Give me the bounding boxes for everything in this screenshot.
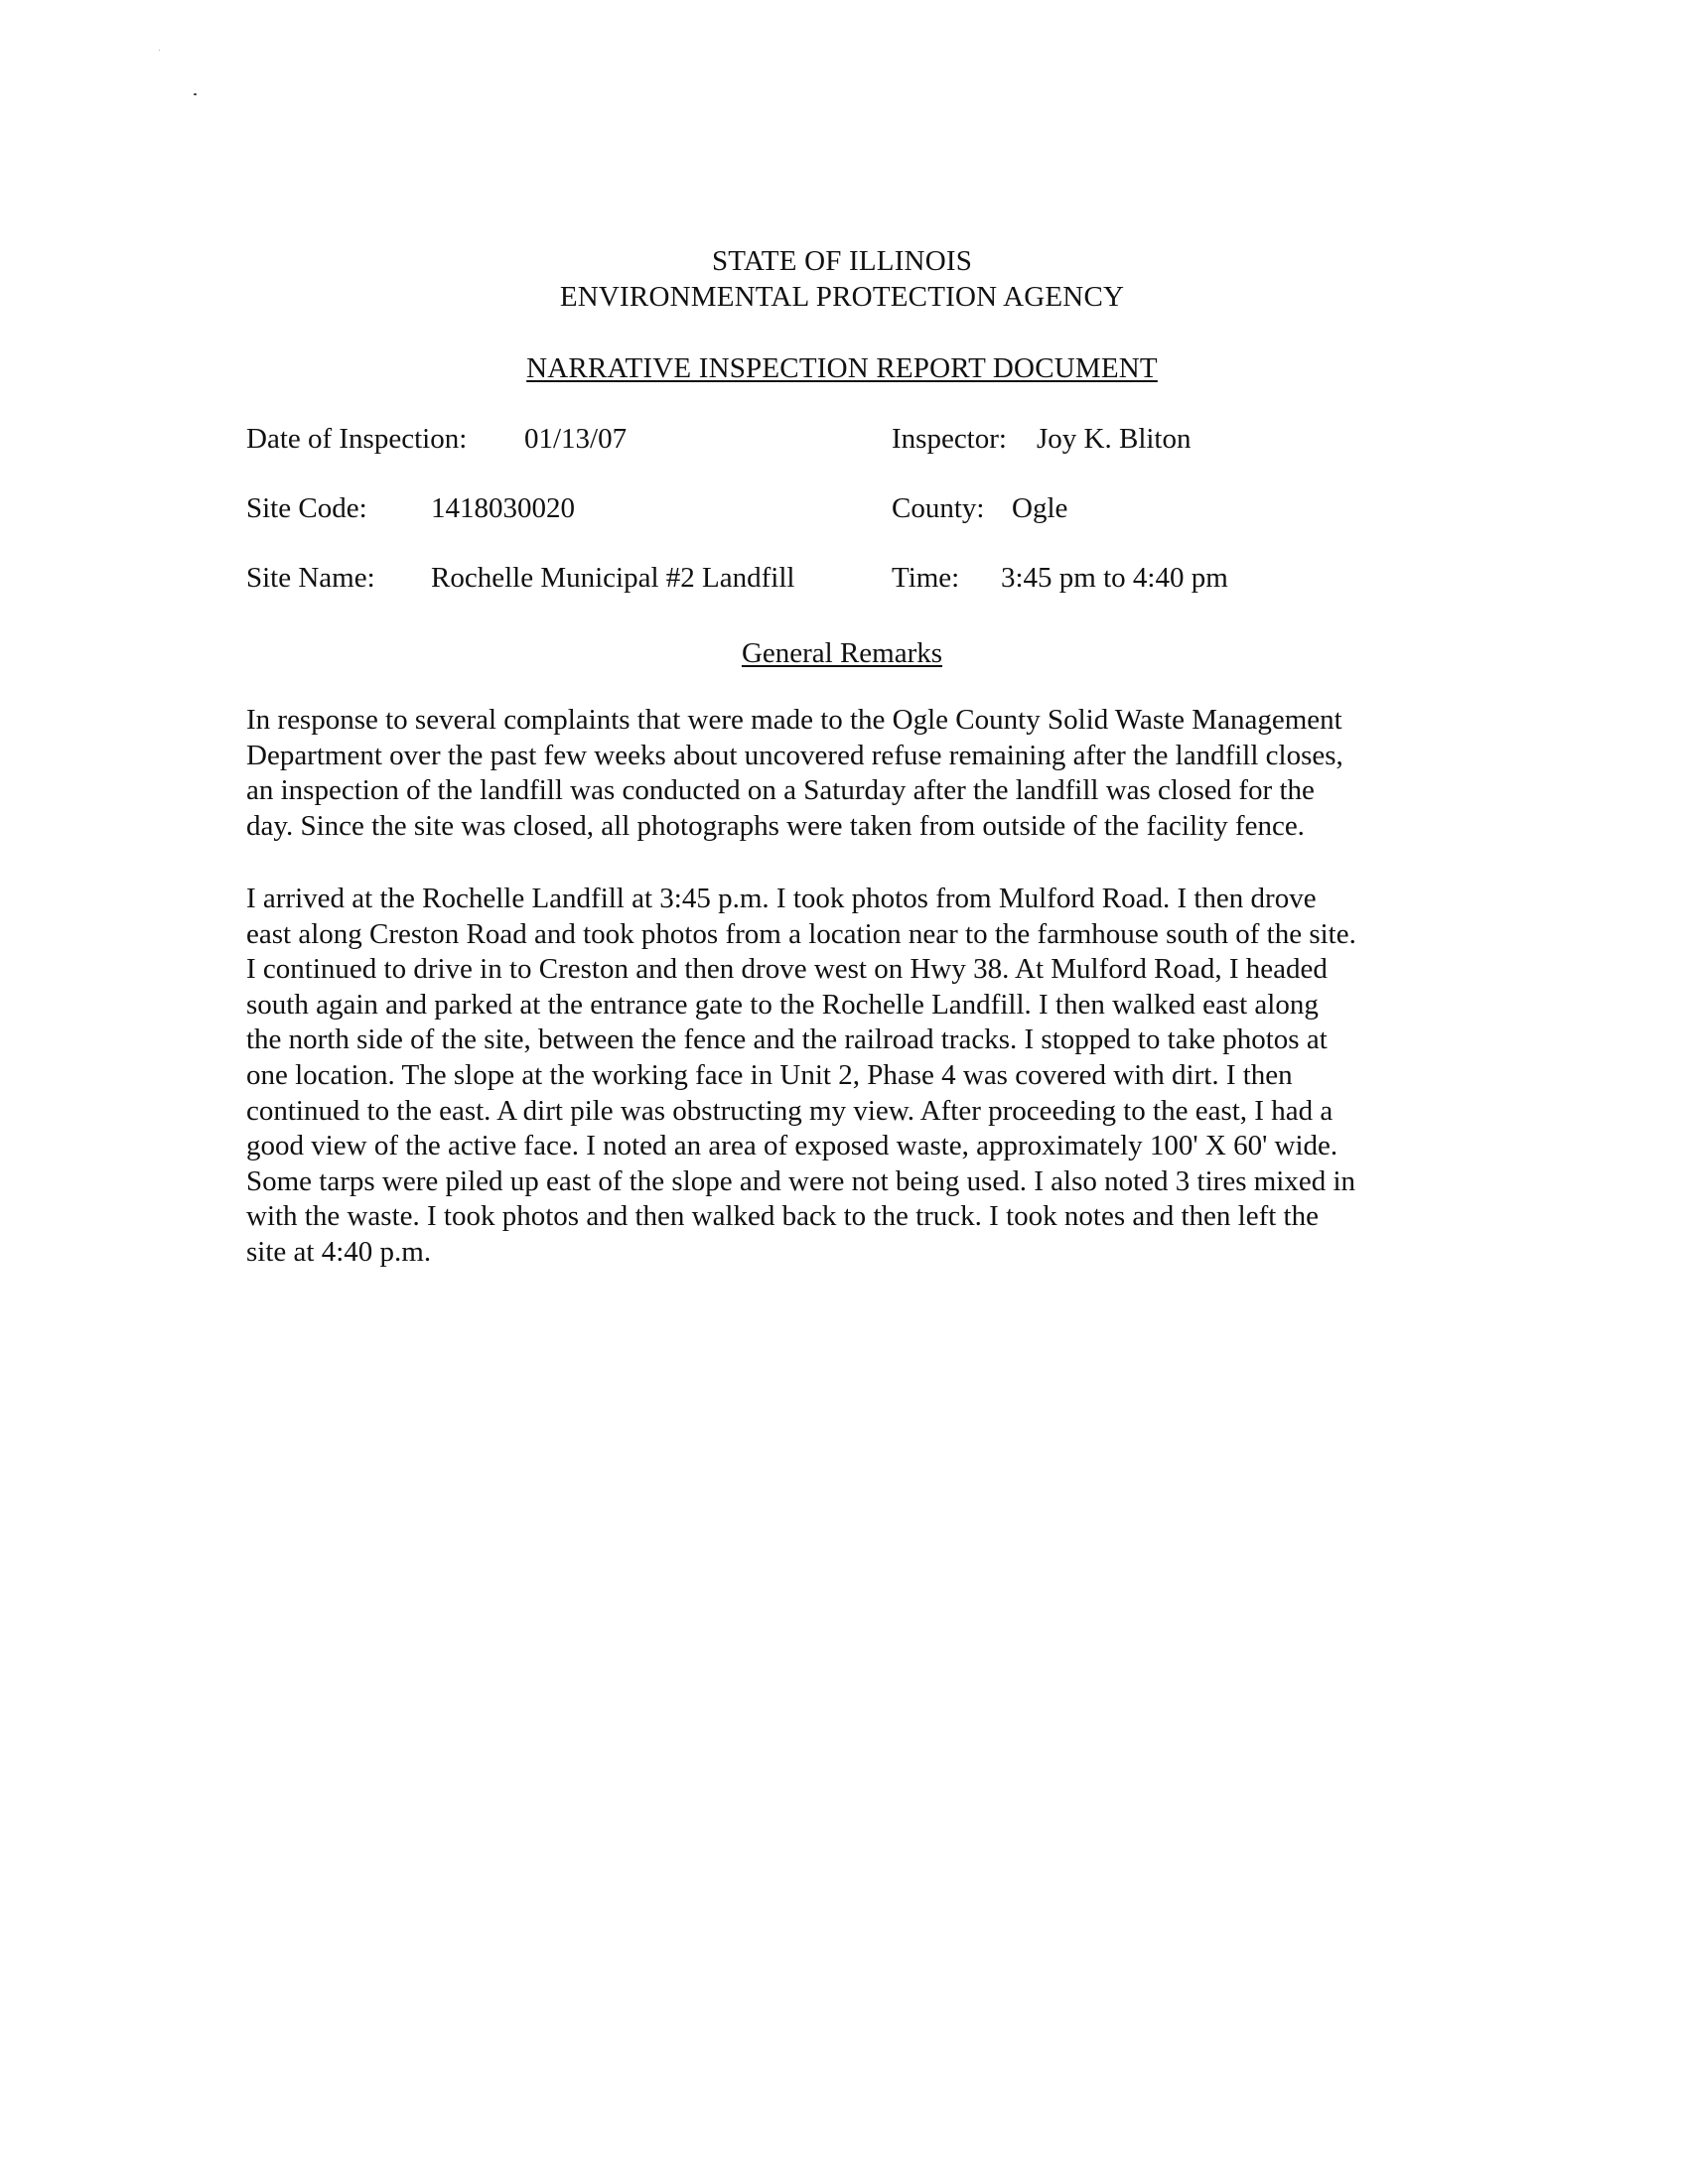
paragraph-line: site at 4:40 p.m.	[246, 1235, 432, 1268]
paragraph-line: In response to several complaints that were made to the Ogle County Solid Waste Management	[246, 704, 1342, 736]
date-value: 01/13/07	[524, 423, 628, 455]
site-code-value: 1418030020	[431, 492, 575, 524]
paragraph-line: I continued to drive in to Creston and then drove west on Hwy 38. At Mulford Road, I headed	[246, 953, 1328, 986]
site-name-label: Site Name:	[246, 562, 375, 594]
remarks-paragraph-1	[246, 703, 1458, 844]
time-label: Time:	[892, 562, 960, 594]
county-value: Ogle	[1012, 492, 1068, 524]
general-remarks-heading: General Remarks	[741, 637, 943, 669]
scan-speck	[159, 50, 160, 51]
remarks-paragraph-2	[246, 882, 1458, 1271]
site-code-label: Site Code:	[246, 492, 367, 524]
paragraph-line: Department over the past few weeks about uncovered refuse remaining after the landfill closes,	[246, 739, 1343, 771]
county-label: County:	[892, 492, 985, 524]
paragraph-line: continued to the east. A dirt pile was obstructing my view. After proceeding to the east, I had a	[246, 1094, 1333, 1127]
paragraph-line: an inspection of the landfill was conducted on a Saturday after the landfill was closed for the	[246, 774, 1315, 807]
scan-speck	[194, 93, 197, 95]
time-value: 3:45 pm to 4:40 pm	[1001, 562, 1228, 594]
inspector-label: Inspector:	[892, 423, 1007, 455]
paragraph-line: day. Since the site was closed, all photographs were taken from outside of the facility fence.	[246, 809, 1305, 842]
agency-state: STATE OF ILLINOIS	[711, 245, 973, 277]
paragraph-line: good view of the active face. I noted an area of exposed waste, approximately 100' X 60' wide.	[246, 1130, 1338, 1162]
paragraph-line: Some tarps were piled up east of the slope and were not being used. I also noted 3 tires mixed in	[246, 1164, 1356, 1197]
paragraph-line: with the waste. I took photos and then walked back to the truck. I took notes and then left the	[246, 1200, 1319, 1233]
date-label: Date of Inspection:	[246, 423, 468, 455]
agency-name: ENVIRONMENTAL PROTECTION AGENCY	[559, 281, 1125, 313]
site-name-value: Rochelle Municipal #2 Landfill	[431, 562, 795, 594]
paragraph-line: I arrived at the Rochelle Landfill at 3:45 p.m. I took photos from Mulford Road. I then drove	[246, 883, 1317, 914]
paragraph-line: one location. The slope at the working face in Unit 2, Phase 4 was covered with dirt. I then	[246, 1058, 1293, 1091]
paragraph-line: south again and parked at the entrance gate to the Rochelle Landfill. I then walked east along	[246, 988, 1319, 1021]
paragraph-line: east along Creston Road and took photos from a location near to the farmhouse south of the site.	[246, 917, 1356, 950]
document-title: NARRATIVE INSPECTION REPORT DOCUMENT	[526, 352, 1158, 384]
paragraph-line: the north side of the site, between the fence and the railroad tracks. I stopped to take photos at	[246, 1024, 1328, 1056]
inspector-value: Joy K. Bliton	[1037, 423, 1192, 455]
